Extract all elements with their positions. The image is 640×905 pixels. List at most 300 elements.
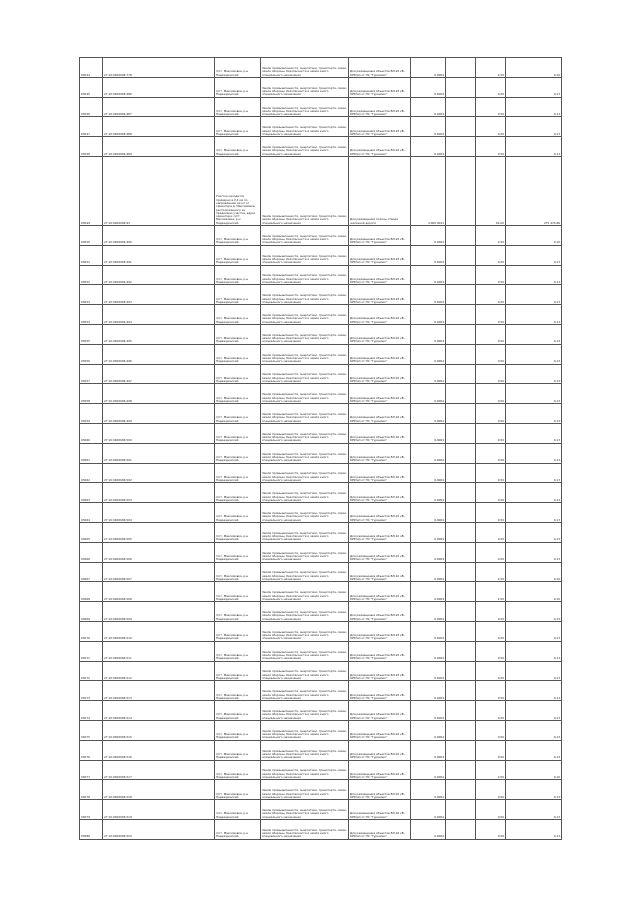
cadastral-cost xyxy=(446,117,476,137)
area: 0,0004 xyxy=(411,522,446,542)
land-category: Земли промышленности, энергетики, транспорта, связи, земли обороны, безопасности и земли иного специального назначения xyxy=(261,117,349,137)
row-number: 03056 xyxy=(80,344,103,364)
row-number: 03078 xyxy=(80,780,103,800)
rate: 0,50 xyxy=(476,384,506,404)
table-row xyxy=(80,701,562,721)
table-row xyxy=(80,364,562,384)
amount: 0,13 xyxy=(506,423,562,443)
row-number: 03070 xyxy=(80,621,103,641)
rate: 61,00 xyxy=(476,156,506,225)
row-number: 03051 xyxy=(80,245,103,265)
amount: 0,13 xyxy=(506,621,562,641)
table-row xyxy=(80,265,562,285)
cadastral-number: 27:10:0400006:490 xyxy=(103,225,215,245)
location: п/ст. Максимовка, р-н Надеждинский xyxy=(215,364,261,384)
location: п/ст. Максимовка, р-н Надеждинский xyxy=(215,443,261,463)
amount: 0,10 xyxy=(506,582,562,602)
table-row xyxy=(80,483,562,503)
table-row xyxy=(80,384,562,404)
area: 0,0004 xyxy=(411,621,446,641)
land-category: Земли промышленности, энергетики, транспорта, связи, земли обороны, безопасности и земли иного специального назначения xyxy=(261,780,349,800)
permitted-use: Для размещения объектов ВЛ-10 кВ, КРУ(Ш) от ПС "Гураново" xyxy=(349,760,411,780)
cadastral-number: 27:10:0400006:495 xyxy=(103,324,215,344)
row-number: 03060 xyxy=(80,423,103,443)
cadastral-cost xyxy=(446,641,476,661)
area: 0,0004 xyxy=(411,582,446,602)
row-number: 03062 xyxy=(80,463,103,483)
permitted-use: Для размещения объектов ВЛ-10 кВ, КРУ(Ш) от ПС "Гураново" xyxy=(349,305,411,325)
table-row xyxy=(80,582,562,602)
table-row xyxy=(80,602,562,622)
row-number: 03076 xyxy=(80,740,103,760)
amount: 0,13 xyxy=(506,344,562,364)
permitted-use: Для размещения объектов ВЛ-10 кВ, КРУ(Ш) от ПС "Гураново" xyxy=(349,384,411,404)
cadastral-number: 27:10:0400006:509 xyxy=(103,602,215,622)
table-row xyxy=(80,661,562,681)
location: п/ст. Максимовка, р-н Надеждинский xyxy=(215,137,261,157)
row-number: 03058 xyxy=(80,384,103,404)
permitted-use: Для размещения объектов ВЛ-10 кВ, КРУ(Ш) от ПС "Гураново" xyxy=(349,661,411,681)
table-row xyxy=(80,463,562,483)
location: п/ст. Максимовка, р-н Надеждинский xyxy=(215,344,261,364)
permitted-use: Для размещения объектов ВЛ-10 кВ, КРУ(Ш) от ПС "Гураново" xyxy=(349,324,411,344)
cadastral-number: 27:10:0400006:498 xyxy=(103,384,215,404)
cadastral-number: 27:10:0400006:507 xyxy=(103,562,215,582)
table-row xyxy=(80,780,562,800)
cadastral-number: 27:10:0400006:504 xyxy=(103,503,215,523)
location: п/ст. Максимовка, р-н Надеждинский xyxy=(215,661,261,681)
table-row xyxy=(80,641,562,661)
table-row xyxy=(80,542,562,562)
rate: 0,50 xyxy=(476,621,506,641)
land-category: Земли промышленности, энергетики, транспорта, связи, земли обороны, безопасности и земли иного специального назначения xyxy=(261,760,349,780)
amount: 275 474,86 xyxy=(506,156,562,225)
row-number: 03069 xyxy=(80,602,103,622)
rate: 0,50 xyxy=(476,641,506,661)
row-number: 03045 xyxy=(80,77,103,97)
area: 0,0004 xyxy=(411,800,446,820)
area: 0,0004 xyxy=(411,324,446,344)
row-number: 03050 xyxy=(80,225,103,245)
cadastral-number: 27:10:0400006:517 xyxy=(103,760,215,780)
row-number: 03064 xyxy=(80,503,103,523)
land-category: Земли промышленности, энергетики, транспорта, связи, земли обороны, безопасности и земли иного специального назначения xyxy=(261,423,349,443)
location: п/ст. Максимовка, р-н Надеждинский xyxy=(215,602,261,622)
area: 0,0004 xyxy=(411,404,446,424)
land-category: Земли промышленности, энергетики, транспорта, связи, земли обороны, безопасности и земли иного специального назначения xyxy=(261,156,349,225)
land-category: Земли промышленности, энергетики, транспорта, связи, земли обороны, безопасности и земли иного специального назначения xyxy=(261,463,349,483)
cadastral-cost xyxy=(446,681,476,701)
rate: 0,50 xyxy=(476,819,506,839)
row-number: 03046 xyxy=(80,97,103,117)
rate: 0,50 xyxy=(476,740,506,760)
table-row xyxy=(80,562,562,582)
permitted-use: Для размещения объектов ВЛ-10 кВ, КРУ(Ш) от ПС "Гураново" xyxy=(349,800,411,820)
area: 0,0004 xyxy=(411,463,446,483)
land-category: Земли промышленности, энергетики, транспорта, связи, земли обороны, безопасности и земли иного специального назначения xyxy=(261,97,349,117)
amount: 0,13 xyxy=(506,641,562,661)
amount: 0,13 xyxy=(506,245,562,265)
amount: 0,13 xyxy=(506,384,562,404)
rate: 0,50 xyxy=(476,77,506,97)
rate: 0,50 xyxy=(476,97,506,117)
amount: 0,13 xyxy=(506,701,562,721)
table-row xyxy=(80,137,562,157)
amount: 0,13 xyxy=(506,117,562,137)
rate: 2,50 xyxy=(476,225,506,245)
row-number: 03068 xyxy=(80,582,103,602)
area: 0,0004 xyxy=(411,740,446,760)
location: п/ст. Максимовка, р-н Надеждинский xyxy=(215,324,261,344)
cadastral-cost xyxy=(446,225,476,245)
area: 0,0004 xyxy=(411,225,446,245)
cadastral-number: 27:10:0400006:519 xyxy=(103,800,215,820)
cadastral-number: 27:10:0400006:506 xyxy=(103,542,215,562)
table-row xyxy=(80,423,562,443)
cadastral-number: 27:10:0400006:515 xyxy=(103,720,215,740)
permitted-use: Для размещения объектов ВЛ-10 кВ, КРУ(Ш) от ПС "Гураново" xyxy=(349,819,411,839)
amount: 0,10 xyxy=(506,760,562,780)
land-category: Земли промышленности, энергетики, транспорта, связи, земли обороны, безопасности и земли иного специального назначения xyxy=(261,364,349,384)
location: п/ст. Максимовка, р-н Надеждинский xyxy=(215,800,261,820)
cadastral-cost xyxy=(446,364,476,384)
amount: 0,13 xyxy=(506,800,562,820)
rate: 0,50 xyxy=(476,305,506,325)
cadastral-number: 27:10:0400006:510 xyxy=(103,621,215,641)
cadastral-cost xyxy=(446,819,476,839)
area: 0,0004 xyxy=(411,701,446,721)
area: 0,0004 xyxy=(411,97,446,117)
cadastral-cost xyxy=(446,324,476,344)
rate: 0,50 xyxy=(476,443,506,463)
location: п/ст. Максимовка, р-н Надеждинский xyxy=(215,780,261,800)
area: 0,0004 xyxy=(411,364,446,384)
amount: 0,13 xyxy=(506,522,562,542)
location: п/ст. Максимовка, р-н Надеждинский xyxy=(215,384,261,404)
rate: 0,50 xyxy=(476,681,506,701)
rate: 0,50 xyxy=(476,364,506,384)
permitted-use: Для размещения объектов ВЛ-10 кВ, КРУ(Ш) от ПС "Гураново" xyxy=(349,602,411,622)
cadastral-cost xyxy=(446,463,476,483)
cadastral-cost xyxy=(446,602,476,622)
amount: 0,13 xyxy=(506,542,562,562)
row-number: 03052 xyxy=(80,265,103,285)
amount: 0,10 xyxy=(506,225,562,245)
location: п/ст. Максимовка, р-н Надеждинский xyxy=(215,463,261,483)
table-row xyxy=(80,117,562,137)
land-category: Земли промышленности, энергетики, транспорта, связи, земли обороны, безопасности и земли иного специального назначения xyxy=(261,137,349,157)
cadastral-number: 27:10:0400006:493 xyxy=(103,285,215,305)
row-number: 03057 xyxy=(80,364,103,384)
land-category: Земли промышленности, энергетики, транспорта, связи, земли обороны, безопасности и земли иного специального назначения xyxy=(261,305,349,325)
cadastral-cost xyxy=(446,58,476,78)
amount: 0,13 xyxy=(506,681,562,701)
table-row xyxy=(80,77,562,97)
cadastral-number: 27:10:0400006:518 xyxy=(103,780,215,800)
cadastral-cost xyxy=(446,384,476,404)
permitted-use: Для размещения объектов ВЛ-10 кВ, КРУ(Ш) от ПС "Гураново" xyxy=(349,77,411,97)
cadastral-cost xyxy=(446,562,476,582)
cadastral-number: 27:10:0400006:514 xyxy=(103,701,215,721)
table-row xyxy=(80,404,562,424)
table-row xyxy=(80,621,562,641)
table-row xyxy=(80,760,562,780)
location: п/ст. Максимовка, р-н Надеждинский xyxy=(215,760,261,780)
location: п/ст. Максимовка, р-н Надеждинский xyxy=(215,97,261,117)
area: 0,0004 xyxy=(411,503,446,523)
row-number: 03061 xyxy=(80,443,103,463)
amount: 0,13 xyxy=(506,819,562,839)
permitted-use: Для размещения объектов ВЛ-10 кВ, КРУ(Ш) от ПС "Гураново" xyxy=(349,265,411,285)
cadastral-number: 27:10:0400006:497 xyxy=(103,364,215,384)
table-row xyxy=(80,285,562,305)
amount: 0,13 xyxy=(506,443,562,463)
rate: 0,50 xyxy=(476,463,506,483)
row-number: 03053 xyxy=(80,285,103,305)
permitted-use: Для размещения объектов ВЛ-10 кВ, КРУ(Ш) от ПС "Гураново" xyxy=(349,641,411,661)
row-number: 03080 xyxy=(80,819,103,839)
area: 0,0004 xyxy=(411,661,446,681)
rate: 0,50 xyxy=(476,780,506,800)
area: 0,0004 xyxy=(411,760,446,780)
location: п/ст. Максимовка, р-н Надеждинский xyxy=(215,225,261,245)
permitted-use: Для размещения объектов ВЛ-10 кВ, КРУ(Ш) от ПС "Гураново" xyxy=(349,720,411,740)
row-number: 03065 xyxy=(80,522,103,542)
rate: 0,50 xyxy=(476,404,506,424)
rate: 0,50 xyxy=(476,137,506,157)
land-category: Земли промышленности, энергетики, транспорта, связи, земли обороны, безопасности и земли иного специального назначения xyxy=(261,225,349,245)
area: 0,0004 xyxy=(411,384,446,404)
table-row xyxy=(80,305,562,325)
amount: 0,13 xyxy=(506,602,562,622)
amount: 0,13 xyxy=(506,364,562,384)
land-category: Земли промышленности, энергетики, транспорта, связи, земли обороны, безопасности и земли иного специального назначения xyxy=(261,77,349,97)
row-number: 03047 xyxy=(80,117,103,137)
permitted-use: Для размещения объектов ВЛ-10 кВ, КРУ(Ш) от ПС "Гураново" xyxy=(349,58,411,78)
area: 0,0004 xyxy=(411,443,446,463)
rate: 0,50 xyxy=(476,800,506,820)
permitted-use: Для размещения объектов ВЛ-10 кВ, КРУ(Ш) от ПС "Гураново" xyxy=(349,582,411,602)
table-row xyxy=(80,503,562,523)
area: 0,0004 xyxy=(411,245,446,265)
land-category: Земли промышленности, энергетики, транспорта, связи, земли обороны, безопасности и земли иного специального назначения xyxy=(261,245,349,265)
permitted-use: Для размещения объектов ВЛ-10 кВ, КРУ(Ш) от ПС "Гураново" xyxy=(349,285,411,305)
permitted-use: Для размещения объектов ВЛ-10 кВ, КРУ(Ш) от ПС "Гураново" xyxy=(349,483,411,503)
land-category: Земли промышленности, энергетики, транспорта, связи, земли обороны, безопасности и земли иного специального назначения xyxy=(261,562,349,582)
permitted-use: Для размещения объектов ВЛ-10 кВ, КРУ(Ш) от ПС "Гураново" xyxy=(349,137,411,157)
area: 0,0004 xyxy=(411,819,446,839)
location: п/ст. Максимовка, р-н Надеждинский xyxy=(215,562,261,582)
rate: 2,50 xyxy=(476,58,506,78)
cadastral-number: 27:10:0400006:499 xyxy=(103,404,215,424)
row-number: 03044 xyxy=(80,58,103,78)
rate: 0,50 xyxy=(476,701,506,721)
amount: 0,13 xyxy=(506,285,562,305)
amount: 0,13 xyxy=(506,305,562,325)
row-number: 03067 xyxy=(80,562,103,582)
area: 0,0004 xyxy=(411,117,446,137)
cadastral-number: 27:10:0400006:494 xyxy=(103,305,215,325)
location: п/ст. Максимовка, р-н Надеждинский xyxy=(215,117,261,137)
cadastral-cost xyxy=(446,156,476,225)
location: п/ст. Максимовка, р-н Надеждинский xyxy=(215,819,261,839)
land-category: Земли промышленности, энергетики, транспорта, связи, земли обороны, безопасности и земли иного специального назначения xyxy=(261,265,349,285)
cadastral-number: 27:10:0400006:520 xyxy=(103,819,215,839)
cadastral-number: 27:10:0400006:513 xyxy=(103,681,215,701)
row-number: 03077 xyxy=(80,760,103,780)
cadastral-cost xyxy=(446,137,476,157)
cadastral-cost xyxy=(446,720,476,740)
rate: 0,50 xyxy=(476,245,506,265)
rate: 0,50 xyxy=(476,324,506,344)
table-row xyxy=(80,681,562,701)
area: 0,0004 xyxy=(411,423,446,443)
land-category: Земли промышленности, энергетики, транспорта, связи, земли обороны, безопасности и земли иного специального назначения xyxy=(261,324,349,344)
cadastral-number: 27:10:0400006:488 xyxy=(103,117,215,137)
permitted-use: Для размещения объектов ВЛ-10 кВ, КРУ(Ш) от ПС "Гураново" xyxy=(349,621,411,641)
land-category: Земли промышленности, энергетики, транспорта, связи, земли обороны, безопасности и земли иного специального назначения xyxy=(261,404,349,424)
location: п/ст. Максимовка, р-н Надеждинский xyxy=(215,423,261,443)
rate: 0,50 xyxy=(476,720,506,740)
location: п/ст. Максимовка, р-н Надеждинский xyxy=(215,641,261,661)
cadastral-cost xyxy=(446,483,476,503)
area: 0,0004 xyxy=(411,77,446,97)
area: 0,0004 xyxy=(411,562,446,582)
land-category: Земли промышленности, энергетики, транспорта, связи, земли обороны, безопасности и земли иного специального назначения xyxy=(261,641,349,661)
land-category: Земли промышленности, энергетики, транспорта, связи, земли обороны, безопасности и земли иного специального назначения xyxy=(261,701,349,721)
land-category: Земли промышленности, энергетики, транспорта, связи, земли обороны, безопасности и земли иного специального назначения xyxy=(261,800,349,820)
land-category: Земли промышленности, энергетики, транспорта, связи, земли обороны, безопасности и земли иного специального назначения xyxy=(261,602,349,622)
rate: 0,50 xyxy=(476,542,506,562)
cadastral-number: 27:10:0400006:500 xyxy=(103,423,215,443)
row-number: 03059 xyxy=(80,404,103,424)
rate: 0,50 xyxy=(476,522,506,542)
cadastral-number: 27:10:0400006:93 xyxy=(103,156,215,225)
table-row xyxy=(80,819,562,839)
area: 0,0004 xyxy=(411,285,446,305)
land-category: Земли промышленности, энергетики, транспорта, связи, земли обороны, безопасности и земли иного специального назначения xyxy=(261,344,349,364)
table-row xyxy=(80,324,562,344)
cadastral-cost xyxy=(446,760,476,780)
table-row xyxy=(80,800,562,820)
cadastral-cost xyxy=(446,780,476,800)
cadastral-cost xyxy=(446,701,476,721)
area: 0,0004 xyxy=(411,542,446,562)
table-row xyxy=(80,740,562,760)
land-category: Земли промышленности, энергетики, транспорта, связи, земли обороны, безопасности и земли иного специального назначения xyxy=(261,503,349,523)
area: 0,0004 xyxy=(411,483,446,503)
area: 0,0004 xyxy=(411,641,446,661)
row-number: 03074 xyxy=(80,701,103,721)
row-number: 03071 xyxy=(80,641,103,661)
location: п/ст. Максимовка, р-н Надеждинский xyxy=(215,681,261,701)
permitted-use: Для размещения объектов ВЛ-10 кВ, КРУ(Ш) от ПС "Гураново" xyxy=(349,740,411,760)
table-row xyxy=(80,245,562,265)
row-number: 03055 xyxy=(80,324,103,344)
permitted-use: Для размещения объектов ВЛ-10 кВ, КРУ(Ш) от ПС "Гураново" xyxy=(349,364,411,384)
cadastral-number: 27:10:0400006:508 xyxy=(103,582,215,602)
cadastral-cost xyxy=(446,404,476,424)
land-category: Земли промышленности, энергетики, транспорта, связи, земли обороны, безопасности и земли иного специального назначения xyxy=(261,661,349,681)
area: 0,0004 xyxy=(411,602,446,622)
cadastral-cost xyxy=(446,503,476,523)
permitted-use: Для размещения объектов ВЛ-10 кВ, КРУ(Ш) от ПС "Гураново" xyxy=(349,562,411,582)
cadastral-number: 27:10:0400006:489 xyxy=(103,137,215,157)
location: Участок находится примерно в 0,3 км по направлению на юг от ориентира д. Максимовка, расположенного за пределами участка, адрес ориентира: п/ст. Максимовка, р-н Надеждинский xyxy=(215,156,261,225)
cadastral-cost xyxy=(446,522,476,542)
rate: 0,50 xyxy=(476,285,506,305)
row-number: 03079 xyxy=(80,800,103,820)
cadastral-cost xyxy=(446,621,476,641)
rate: 2,50 xyxy=(476,760,506,780)
land-category: Земли промышленности, энергетики, транспорта, связи, земли обороны, безопасности и земли иного специального назначения xyxy=(261,582,349,602)
amount: 0,13 xyxy=(506,661,562,681)
cadastral-number: 27:10:0400006:511 xyxy=(103,641,215,661)
cadastral-number: 27:10:0400006:486 xyxy=(103,77,215,97)
land-category: Земли промышленности, энергетики, транспорта, связи, земли обороны, безопасности и земли иного специального назначения xyxy=(261,443,349,463)
land-category: Земли промышленности, энергетики, транспорта, связи, земли обороны, безопасности и земли иного специального назначения xyxy=(261,542,349,562)
cadastral-cost xyxy=(446,344,476,364)
permitted-use: Для размещения полосы отвода железной дороги xyxy=(349,156,411,225)
location: п/ст. Максимовка, р-н Надеждинский xyxy=(215,58,261,78)
location: п/ст. Максимовка, р-н Надеждинский xyxy=(215,245,261,265)
cadastral-cost xyxy=(446,542,476,562)
cadastral-cost xyxy=(446,582,476,602)
location: п/ст. Максимовка, р-н Надеждинский xyxy=(215,77,261,97)
row-number: 03054 xyxy=(80,305,103,325)
amount: 0,13 xyxy=(506,77,562,97)
land-register-table xyxy=(79,57,562,840)
amount: 0,10 xyxy=(506,562,562,582)
area: 0,0004 xyxy=(411,780,446,800)
row-number: 03063 xyxy=(80,483,103,503)
amount: 0,13 xyxy=(506,740,562,760)
row-number: 03075 xyxy=(80,720,103,740)
cadastral-cost xyxy=(446,740,476,760)
rate: 0,50 xyxy=(476,423,506,443)
area: 0,0004 xyxy=(411,305,446,325)
table-row xyxy=(80,156,562,225)
permitted-use: Для размещения объектов ВЛ-10 кВ, КРУ(Ш) от ПС "Гураново" xyxy=(349,681,411,701)
cadastral-number: 27:10:0400006:512 xyxy=(103,661,215,681)
permitted-use: Для размещения объектов ВЛ-10 кВ, КРУ(Ш) от ПС "Гураново" xyxy=(349,780,411,800)
area: 0,0004 xyxy=(411,137,446,157)
row-number: 03073 xyxy=(80,681,103,701)
cadastral-cost xyxy=(446,265,476,285)
cadastral-number: 27:10:0400006:505 xyxy=(103,522,215,542)
location: п/ст. Максимовка, р-н Надеждинский xyxy=(215,621,261,641)
rate: 0,50 xyxy=(476,117,506,137)
area: 0,0004 xyxy=(411,344,446,364)
cadastral-cost xyxy=(446,77,476,97)
table-row xyxy=(80,58,562,78)
row-number: 03048 xyxy=(80,137,103,157)
permitted-use: Для размещения объектов ВЛ-10 кВ, КРУ(Ш) от ПС "Гураново" xyxy=(349,443,411,463)
amount: 0,13 xyxy=(506,137,562,157)
permitted-use: Для размещения объектов ВЛ-10 кВ, КРУ(Ш) от ПС "Гураново" xyxy=(349,503,411,523)
cadastral-cost xyxy=(446,97,476,117)
rate: 0,50 xyxy=(476,503,506,523)
location: п/ст. Максимовка, р-н Надеждинский xyxy=(215,701,261,721)
row-number: 03049 xyxy=(80,156,103,225)
land-category: Земли промышленности, энергетики, транспорта, связи, земли обороны, безопасности и земли иного специального назначения xyxy=(261,621,349,641)
permitted-use: Для размещения объектов ВЛ-10 кВ, КРУ(Ш) от ПС "Гураново" xyxy=(349,225,411,245)
land-category: Земли промышленности, энергетики, транспорта, связи, земли обороны, безопасности и земли иного специального назначения xyxy=(261,720,349,740)
location: п/ст. Максимовка, р-н Надеждинский xyxy=(215,542,261,562)
location: п/ст. Максимовка, р-н Надеждинский xyxy=(215,582,261,602)
land-category: Земли промышленности, энергетики, транспорта, связи, земли обороны, безопасности и земли иного специального назначения xyxy=(261,819,349,839)
permitted-use: Для размещения объектов ВЛ-10 кВ, КРУ(Ш) от ПС "Гураново" xyxy=(349,97,411,117)
